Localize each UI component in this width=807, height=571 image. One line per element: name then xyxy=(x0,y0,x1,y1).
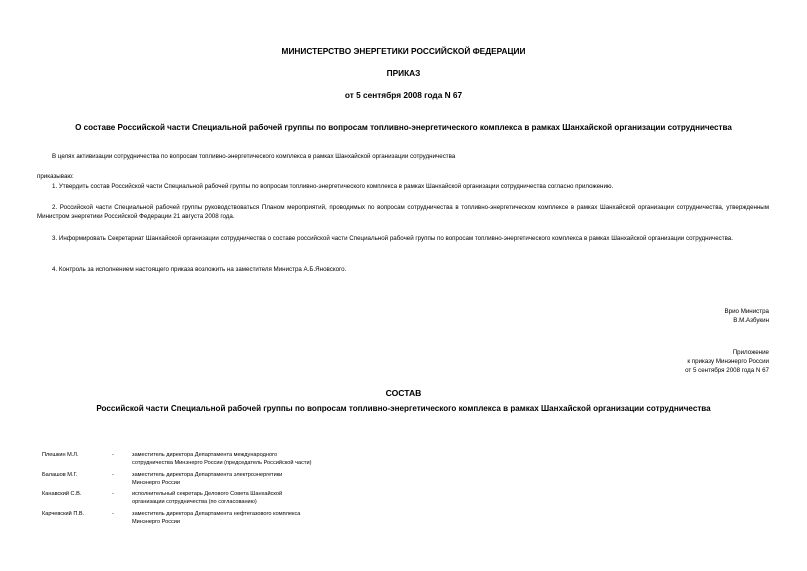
member-dash: - xyxy=(112,511,114,517)
member-position-line: заместитель директора Департамента нефтегазового комплекса xyxy=(132,511,301,517)
signature-position: Врио Министра xyxy=(724,308,769,315)
member-position-line: сотрудничества Минэнерго России (председатель Российской части) xyxy=(132,460,312,466)
order-word: приказываю: xyxy=(37,173,74,180)
order-item-4: 4. Контроль за исполнением настоящего приказа возложить на заместителя Министра А.Б.Яновского. xyxy=(52,266,347,273)
member-position xyxy=(132,451,392,467)
appendix-reference xyxy=(685,348,769,375)
member-position xyxy=(132,510,392,526)
order-item-1: 1. Утвердить состав Российской части Специальной рабочей группы по вопросам топливно-энергетического комплекса в рамках Шанхайской организации сотрудничества согласно приложению. xyxy=(52,183,614,190)
document-type: ПРИКАЗ xyxy=(386,68,421,78)
composition-heading: СОСТАВ xyxy=(385,388,422,398)
member-name: Балашов М.Г. xyxy=(42,472,78,478)
preamble-paragraph: В целях активизации сотрудничества по вопросам топливно-энергетического комплекса в рамках Шанхайской организации сотрудничества xyxy=(52,153,456,160)
member-name: Канавский С.В. xyxy=(42,491,82,497)
document-date-number: от 5 сентября 2008 года N 67 xyxy=(344,90,463,100)
member-position-line: исполнительный секретарь Делового Совета Шанхайской xyxy=(132,491,283,497)
order-item-3: 3. Информировать Секретариат Шанхайской организации сотрудничества о составе российской части Специальной рабочей группы по вопросам топливно-энергетического комплекса в рамках Шанхайской организации сотрудничества. xyxy=(52,235,733,242)
signature-block xyxy=(725,307,769,325)
member-position-line: организации сотрудничества (по согласованию) xyxy=(132,499,257,505)
member-position-line: Минэнерго России xyxy=(132,480,181,486)
member-dash: - xyxy=(112,472,114,478)
member-position-line: Минэнерго России xyxy=(132,519,181,525)
order-item-2: 2. Российской части Специальной рабочей группы руководствоваться Планом мероприятий, проводимых по вопросам сотрудничества в топливно-энергетическом комплексе в рамках Шанхайской организации сотрудничества, утвержденным Министром энергетики Российской Федерации 21 августа 2008 года. xyxy=(37,204,769,220)
member-position xyxy=(132,471,392,487)
member-dash: - xyxy=(112,452,114,458)
composition-subheading: Российской части Специальной рабочей группы по вопросам топливно-энергетического комплекса в рамках Шанхайской организации сотрудничества xyxy=(96,404,711,413)
member-name: Плешкин М.Л. xyxy=(42,452,79,458)
member-name: Карчевский П.В. xyxy=(42,511,85,517)
member-dash: - xyxy=(112,491,114,497)
appendix-order-ref: к приказу Минэнерго России xyxy=(687,358,769,365)
appendix-label: Приложение xyxy=(732,349,769,356)
signature-name: В.М.Азбукин xyxy=(733,317,769,324)
member-position xyxy=(132,490,392,506)
appendix-order-date: от 5 сентября 2008 года N 67 xyxy=(685,367,769,374)
document-title: О составе Российской части Специальной рабочей группы по вопросам топливно-энергетического комплекса в рамках Шанхайской организации сотрудничества xyxy=(75,123,732,132)
member-position-line: заместитель директора Департамента электроэнергетики xyxy=(132,472,283,478)
member-position-line: заместитель директора Департамента международного xyxy=(132,452,278,458)
ministry-name: МИНИСТЕРСТВО ЭНЕРГЕТИКИ РОССИЙСКОЙ ФЕДЕРАЦИИ xyxy=(281,46,526,56)
